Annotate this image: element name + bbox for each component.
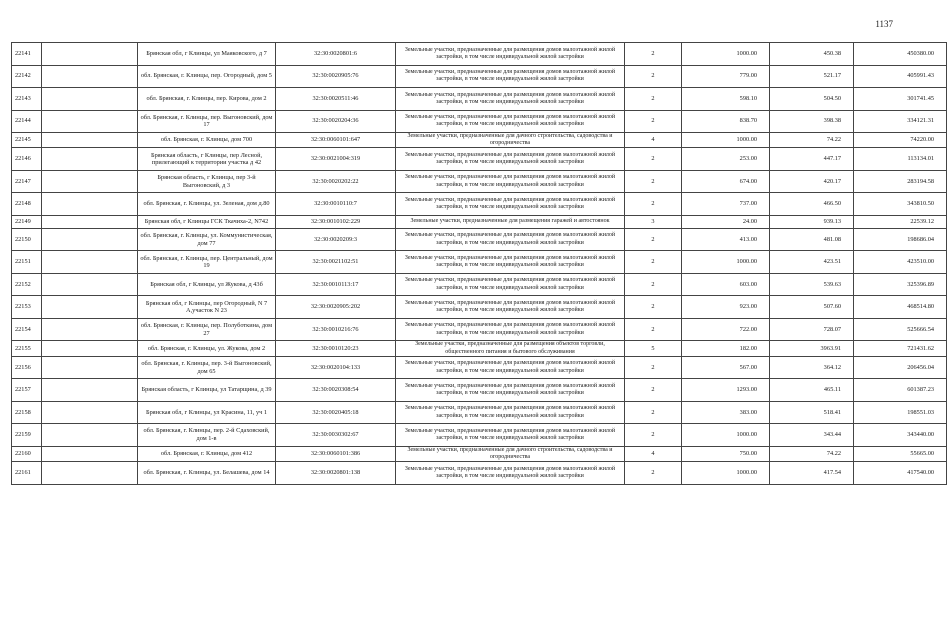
land-use-cell: Земельные участки, предназначенные для размещения домов малоэтажной жилой застройки, в том числе индивидуальной жилой застройки bbox=[396, 251, 625, 274]
group-cell: 2 bbox=[625, 228, 682, 251]
empty-cell bbox=[42, 296, 138, 319]
cadastral-value-cell: 525666.54 bbox=[854, 318, 947, 341]
cadastral-value-cell: 423510.00 bbox=[854, 251, 947, 274]
empty-cell bbox=[42, 110, 138, 133]
cadastral-value-table bbox=[11, 42, 947, 485]
group-cell: 2 bbox=[625, 356, 682, 379]
specific-value-cell: 518.41 bbox=[770, 401, 854, 424]
table-row bbox=[12, 193, 947, 216]
land-use-cell: Земельные участки, предназначенные для размещения домов малоэтажной жилой застройки, в том числе индивидуальной жилой застройки bbox=[396, 170, 625, 193]
row-number: 22159 bbox=[12, 424, 42, 447]
address-cell: обл. Брянская, г. Клинцы, пер. Выгоновский, дом 17 bbox=[138, 110, 276, 133]
empty-cell bbox=[42, 43, 138, 66]
group-cell: 2 bbox=[625, 193, 682, 216]
cadastral-value-cell: 198551.03 bbox=[854, 401, 947, 424]
table-row bbox=[12, 65, 947, 88]
cadastral-number-cell: 32:30:0060101:647 bbox=[276, 133, 396, 148]
cadastral-value-cell: 417540.00 bbox=[854, 462, 947, 485]
specific-value-cell: 728.07 bbox=[770, 318, 854, 341]
table-row bbox=[12, 296, 947, 319]
empty-cell bbox=[42, 133, 138, 148]
table-row bbox=[12, 356, 947, 379]
address-cell: обл. Брянская, г. Клинцы, пер. 3-й Выгоновский, дом 65 bbox=[138, 356, 276, 379]
group-cell: 3 bbox=[625, 215, 682, 228]
row-number: 22155 bbox=[12, 341, 42, 356]
table-row bbox=[12, 133, 947, 148]
cadastral-value-cell: 405991.43 bbox=[854, 65, 947, 88]
cadastral-number-cell: 32:30:0010102:229 bbox=[276, 215, 396, 228]
table-row bbox=[12, 251, 947, 274]
row-number: 22144 bbox=[12, 110, 42, 133]
empty-cell bbox=[42, 273, 138, 296]
table-row bbox=[12, 110, 947, 133]
row-number: 22151 bbox=[12, 251, 42, 274]
row-number: 22141 bbox=[12, 43, 42, 66]
cadastral-number-cell: 32:30:0021102:51 bbox=[276, 251, 396, 274]
area-cell: 1000.00 bbox=[682, 133, 770, 148]
address-cell: обл. Брянская, г. Клинцы, ул. Белашева, дом 14 bbox=[138, 462, 276, 485]
address-cell: Брянская обл, г Клинцы, ул Жукова, д 43б bbox=[138, 273, 276, 296]
cadastral-value-cell: 283194.58 bbox=[854, 170, 947, 193]
empty-cell bbox=[42, 251, 138, 274]
area-cell: 1000.00 bbox=[682, 462, 770, 485]
empty-cell bbox=[42, 379, 138, 402]
table-row bbox=[12, 228, 947, 251]
row-number: 22148 bbox=[12, 193, 42, 216]
group-cell: 2 bbox=[625, 296, 682, 319]
group-cell: 2 bbox=[625, 43, 682, 66]
cadastral-number-cell: 32:30:0020308:54 bbox=[276, 379, 396, 402]
area-cell: 413.00 bbox=[682, 228, 770, 251]
table-row bbox=[12, 341, 947, 356]
cadastral-value-cell: 301741.45 bbox=[854, 88, 947, 111]
land-use-cell: Земельные участки, предназначенные для дачного строительства, садоводства и огородничества bbox=[396, 446, 625, 461]
empty-cell bbox=[42, 65, 138, 88]
row-number: 22161 bbox=[12, 462, 42, 485]
area-cell: 182.00 bbox=[682, 341, 770, 356]
row-number: 22154 bbox=[12, 318, 42, 341]
cadastral-value-cell: 198686.04 bbox=[854, 228, 947, 251]
group-cell: 4 bbox=[625, 133, 682, 148]
address-cell: обл. Брянская, г. Клинцы, дом 700 bbox=[138, 133, 276, 148]
empty-cell bbox=[42, 148, 138, 171]
row-number: 22153 bbox=[12, 296, 42, 319]
group-cell: 2 bbox=[625, 110, 682, 133]
cadastral-number-cell: 32:30:0030302:67 bbox=[276, 424, 396, 447]
specific-value-cell: 939.13 bbox=[770, 215, 854, 228]
cadastral-value-cell: 206456.04 bbox=[854, 356, 947, 379]
table-row bbox=[12, 446, 947, 461]
address-cell: обл. Брянская, г. Клинцы, дом 412 bbox=[138, 446, 276, 461]
empty-cell bbox=[42, 88, 138, 111]
address-cell: Брянская область, г Клинцы, ул Татарщина, д 39 bbox=[138, 379, 276, 402]
group-cell: 2 bbox=[625, 318, 682, 341]
group-cell: 2 bbox=[625, 379, 682, 402]
cadastral-value-cell: 601387.23 bbox=[854, 379, 947, 402]
address-cell: Брянская область, г Клинцы, пер 3-й Выгоновский, д 3 bbox=[138, 170, 276, 193]
table-row bbox=[12, 401, 947, 424]
group-cell: 2 bbox=[625, 424, 682, 447]
address-cell: Брянская обл, г Клинцы ГСК Ткачиха-2, N742 bbox=[138, 215, 276, 228]
group-cell: 5 bbox=[625, 341, 682, 356]
empty-cell bbox=[42, 193, 138, 216]
cadastral-number-cell: 32:30:0020209:3 bbox=[276, 228, 396, 251]
cadastral-number-cell: 32:30:0060101:386 bbox=[276, 446, 396, 461]
cadastral-number-cell: 32:30:0020511:46 bbox=[276, 88, 396, 111]
area-cell: 603.00 bbox=[682, 273, 770, 296]
table-row bbox=[12, 462, 947, 485]
area-cell: 253.00 bbox=[682, 148, 770, 171]
specific-value-cell: 466.50 bbox=[770, 193, 854, 216]
specific-value-cell: 417.54 bbox=[770, 462, 854, 485]
cadastral-value-cell: 334121.31 bbox=[854, 110, 947, 133]
land-use-cell: Земельные участки, предназначенные для размещения домов малоэтажной жилой застройки, в том числе индивидуальной жилой застройки bbox=[396, 273, 625, 296]
area-cell: 737.00 bbox=[682, 193, 770, 216]
row-number: 22160 bbox=[12, 446, 42, 461]
cadastral-number-cell: 32:30:0010120:23 bbox=[276, 341, 396, 356]
specific-value-cell: 539.63 bbox=[770, 273, 854, 296]
group-cell: 2 bbox=[625, 148, 682, 171]
area-cell: 1000.00 bbox=[682, 251, 770, 274]
specific-value-cell: 507.60 bbox=[770, 296, 854, 319]
cadastral-value-cell: 343440.00 bbox=[854, 424, 947, 447]
cadastral-value-cell: 343810.50 bbox=[854, 193, 947, 216]
area-cell: 567.00 bbox=[682, 356, 770, 379]
table-row bbox=[12, 379, 947, 402]
cadastral-value-cell: 325396.89 bbox=[854, 273, 947, 296]
cadastral-number-cell: 32:30:0020801:6 bbox=[276, 43, 396, 66]
specific-value-cell: 74.22 bbox=[770, 446, 854, 461]
land-use-cell: Земельные участки, предназначенные для размещения домов малоэтажной жилой застройки, в том числе индивидуальной жилой застройки bbox=[396, 65, 625, 88]
empty-cell bbox=[42, 446, 138, 461]
land-use-cell: Земельные участки, предназначенные для размещения домов малоэтажной жилой застройки, в том числе индивидуальной жилой застройки bbox=[396, 424, 625, 447]
group-cell: 2 bbox=[625, 170, 682, 193]
cadastral-number-cell: 32:30:0020905:202 bbox=[276, 296, 396, 319]
address-cell: обл. Брянская, г. Клинцы, пер. Полуботкина, дом 27 bbox=[138, 318, 276, 341]
cadastral-number-cell: 32:30:0021004:319 bbox=[276, 148, 396, 171]
cadastral-number-cell: 32:30:0010216:76 bbox=[276, 318, 396, 341]
address-cell: Брянская обл, г Клинцы, ул Красина, 11, уч 1 bbox=[138, 401, 276, 424]
group-cell: 2 bbox=[625, 88, 682, 111]
area-cell: 779.00 bbox=[682, 65, 770, 88]
cadastral-number-cell: 32:30:0020104:133 bbox=[276, 356, 396, 379]
row-number: 22142 bbox=[12, 65, 42, 88]
row-number: 22143 bbox=[12, 88, 42, 111]
group-cell: 2 bbox=[625, 65, 682, 88]
cadastral-value-cell: 113134.01 bbox=[854, 148, 947, 171]
specific-value-cell: 465.11 bbox=[770, 379, 854, 402]
cadastral-number-cell: 32:30:0010110:7 bbox=[276, 193, 396, 216]
address-cell: Брянская область, г Клинцы, пер Лесной, прилегающий к территории участка д 42 bbox=[138, 148, 276, 171]
area-cell: 383.00 bbox=[682, 401, 770, 424]
row-number: 22158 bbox=[12, 401, 42, 424]
area-cell: 1000.00 bbox=[682, 43, 770, 66]
address-cell: обл. Брянская, г. Клинцы, ул. Зеленая, дом д.80 bbox=[138, 193, 276, 216]
land-use-cell: Земельные участки, предназначенные для размещения домов малоэтажной жилой застройки, в том числе индивидуальной жилой застройки bbox=[396, 356, 625, 379]
address-cell: обл. Брянская, г. Клинцы, ул. Коммунистическая, дом 77 bbox=[138, 228, 276, 251]
table-row bbox=[12, 88, 947, 111]
row-number: 22156 bbox=[12, 356, 42, 379]
area-cell: 722.00 bbox=[682, 318, 770, 341]
group-cell: 4 bbox=[625, 446, 682, 461]
group-cell: 2 bbox=[625, 273, 682, 296]
specific-value-cell: 3963.91 bbox=[770, 341, 854, 356]
land-use-cell: Земельные участки, предназначенные для размещения домов малоэтажной жилой застройки, в том числе индивидуальной жилой застройки bbox=[396, 228, 625, 251]
cadastral-value-cell: 74220.00 bbox=[854, 133, 947, 148]
empty-cell bbox=[42, 462, 138, 485]
empty-cell bbox=[42, 170, 138, 193]
specific-value-cell: 364.12 bbox=[770, 356, 854, 379]
group-cell: 2 bbox=[625, 251, 682, 274]
row-number: 22146 bbox=[12, 148, 42, 171]
cadastral-number-cell: 32:30:0010113:17 bbox=[276, 273, 396, 296]
table-row bbox=[12, 318, 947, 341]
empty-cell bbox=[42, 356, 138, 379]
land-use-cell: Земельные участки, предназначенные для размещения домов малоэтажной жилой застройки, в том числе индивидуальной жилой застройки bbox=[396, 88, 625, 111]
address-cell: Брянская обл, г Клинцы, ул Маяковского, д 7 bbox=[138, 43, 276, 66]
cadastral-value-cell: 721431.62 bbox=[854, 341, 947, 356]
specific-value-cell: 450.38 bbox=[770, 43, 854, 66]
cadastral-value-cell: 450380.00 bbox=[854, 43, 947, 66]
address-cell: обл. Брянская, г. Клинцы, пер. 2-й Сдаховский, дом 1-в bbox=[138, 424, 276, 447]
specific-value-cell: 343.44 bbox=[770, 424, 854, 447]
empty-cell bbox=[42, 401, 138, 424]
land-use-cell: Земельные участки, предназначенные для размещения домов малоэтажной жилой застройки, в том числе индивидуальной жилой застройки bbox=[396, 462, 625, 485]
cadastral-value-cell: 468514.80 bbox=[854, 296, 947, 319]
address-cell: обл. Брянская, г. Клинцы, пер. Центральный, дом 19 bbox=[138, 251, 276, 274]
land-use-cell: Земельные участки, предназначенные для размещения домов малоэтажной жилой застройки, в том числе индивидуальной жилой застройки bbox=[396, 43, 625, 66]
group-cell: 2 bbox=[625, 462, 682, 485]
row-number: 22147 bbox=[12, 170, 42, 193]
specific-value-cell: 481.08 bbox=[770, 228, 854, 251]
cadastral-number-cell: 32:30:0020202:22 bbox=[276, 170, 396, 193]
empty-cell bbox=[42, 215, 138, 228]
row-number: 22145 bbox=[12, 133, 42, 148]
land-use-cell: Земельные участки, предназначенные для размещения домов малоэтажной жилой застройки, в том числе индивидуальной жилой застройки bbox=[396, 296, 625, 319]
specific-value-cell: 447.17 bbox=[770, 148, 854, 171]
address-cell: обл. Брянская, г. Клинцы, ул. Жукова, дом 2 bbox=[138, 341, 276, 356]
area-cell: 838.70 bbox=[682, 110, 770, 133]
area-cell: 24.00 bbox=[682, 215, 770, 228]
land-use-cell: Земельные участки, предназначенные для размещения домов малоэтажной жилой застройки, в том числе индивидуальной жилой застройки bbox=[396, 318, 625, 341]
area-cell: 750.00 bbox=[682, 446, 770, 461]
cadastral-number-cell: 32:30:0020405:18 bbox=[276, 401, 396, 424]
empty-cell bbox=[42, 341, 138, 356]
land-use-cell: Земельные участки, предназначенные для размещения объектов торговли, общественного питания и бытового обслуживания bbox=[396, 341, 625, 356]
land-use-cell: Земельные участки, предназначенные для размещения домов малоэтажной жилой застройки, в том числе индивидуальной жилой застройки bbox=[396, 401, 625, 424]
table-row bbox=[12, 424, 947, 447]
table-row bbox=[12, 170, 947, 193]
area-cell: 674.00 bbox=[682, 170, 770, 193]
empty-cell bbox=[42, 228, 138, 251]
area-cell: 1000.00 bbox=[682, 424, 770, 447]
empty-cell bbox=[42, 318, 138, 341]
address-cell: обл. Брянская, г. Клинцы, пер. Огородный, дом 5 bbox=[138, 65, 276, 88]
land-use-cell: Земельные участки, предназначенные для дачного строительства, садоводства и огородничества bbox=[396, 133, 625, 148]
address-cell: Брянская обл, г Клинцы, пер Огородный, N 7 А,участок N 23 bbox=[138, 296, 276, 319]
land-use-cell: Земельные участки, предназначенные для размещения домов малоэтажной жилой застройки, в том числе индивидуальной жилой застройки bbox=[396, 148, 625, 171]
specific-value-cell: 504.50 bbox=[770, 88, 854, 111]
land-use-cell: Земельные участки, предназначенные для размещения домов малоэтажной жилой застройки, в том числе индивидуальной жилой застройки bbox=[396, 110, 625, 133]
cadastral-value-cell: 55665.00 bbox=[854, 446, 947, 461]
land-use-cell: Земельные участки, предназначенные для размещения домов малоэтажной жилой застройки, в том числе индивидуальной жилой застройки bbox=[396, 193, 625, 216]
area-cell: 1293.00 bbox=[682, 379, 770, 402]
land-use-cell: Земельные участки, предназначенные для размещения гаражей и автостоянок bbox=[396, 215, 625, 228]
row-number: 22157 bbox=[12, 379, 42, 402]
land-use-cell: Земельные участки, предназначенные для размещения домов малоэтажной жилой застройки, в том числе индивидуальной жилой застройки bbox=[396, 379, 625, 402]
area-cell: 923.00 bbox=[682, 296, 770, 319]
empty-cell bbox=[42, 424, 138, 447]
specific-value-cell: 420.17 bbox=[770, 170, 854, 193]
cadastral-number-cell: 32:30:0020801:138 bbox=[276, 462, 396, 485]
cadastral-number-cell: 32:30:0020204:36 bbox=[276, 110, 396, 133]
row-number: 22152 bbox=[12, 273, 42, 296]
row-number: 22149 bbox=[12, 215, 42, 228]
table-row bbox=[12, 215, 947, 228]
area-cell: 598.10 bbox=[682, 88, 770, 111]
group-cell: 2 bbox=[625, 401, 682, 424]
cadastral-number-cell: 32:30:0020905:76 bbox=[276, 65, 396, 88]
row-number: 22150 bbox=[12, 228, 42, 251]
specific-value-cell: 74.22 bbox=[770, 133, 854, 148]
specific-value-cell: 398.38 bbox=[770, 110, 854, 133]
address-cell: обл. Брянская, г. Клинцы, пер. Кирова, дом 2 bbox=[138, 88, 276, 111]
specific-value-cell: 423.51 bbox=[770, 251, 854, 274]
cadastral-value-cell: 22539.12 bbox=[854, 215, 947, 228]
table-row bbox=[12, 148, 947, 171]
table-row bbox=[12, 43, 947, 66]
specific-value-cell: 521.17 bbox=[770, 65, 854, 88]
table-row bbox=[12, 273, 947, 296]
page-number: 1137 bbox=[875, 19, 893, 29]
